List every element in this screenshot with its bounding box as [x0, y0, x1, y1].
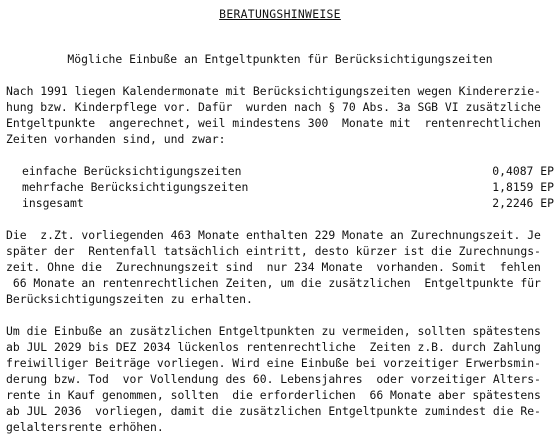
text-line: Berücksichtigungszeiten zu erhalten. — [6, 292, 253, 306]
item-label: mehrfache Berücksichtigungszeiten — [22, 180, 249, 194]
text-line: später der Rentenfall tatsächlich eintritt, desto kürzer ist die Zurechnungs- — [6, 244, 541, 258]
item-value: 2,2246 EP — [492, 196, 554, 210]
text-line: freiwilliger Beiträge vorliegen. Wird eine Einbuße bei vorzeitiger Erwerbsmin- — [6, 356, 541, 370]
text-line: hung bzw. Kinderpflege vor. Dafür wurden nach § 70 Abs. 3a SGB VI zusätzliche — [6, 100, 541, 114]
text-line: ab JUL 2029 bis DEZ 2034 lückenlos rentenrechtliche Zeiten z.B. durch Zahlung — [6, 340, 541, 354]
text-line: rente in Kauf genommen, sollten die erforderlichen 66 Monate aber spätestens — [6, 388, 541, 402]
text-line: Um die Einbuße an zusätzlichen Entgeltpunkten zu vermeiden, sollten spätestens — [6, 324, 541, 338]
item-label: einfache Berücksichtigungszeiten — [22, 164, 242, 178]
document-subtitle: Mögliche Einbuße an Entgeltpunkten für Berücksichtigungszeiten — [67, 52, 493, 66]
item-label: insgesamt — [22, 196, 84, 210]
text-line: derung bzw. Tod vor Vollendung des 60. Lebensjahres oder vorzeitiger Alters- — [6, 372, 541, 386]
text-line: Entgeltpunkte angerechnet, weil mindestens 300 Monate mit rentenrechtlichen — [6, 116, 541, 130]
text-line: Nach 1991 liegen Kalendermonate mit Berücksichtigungszeiten wegen Kindererzie- — [6, 84, 541, 98]
text-line: zeit. Ohne die Zurechnungszeit sind nur 234 Monate vorhanden. Somit fehlen — [6, 260, 541, 274]
text-line: Zeiten vorhanden sind, und zwar: — [6, 132, 226, 146]
item-value: 0,4087 EP — [492, 164, 554, 178]
text-line: gelaltersrente erhöhen. — [6, 420, 164, 434]
item-value: 1,8159 EP — [492, 180, 554, 194]
text-line: ab JUL 2036 vorliegen, damit die zusätzlichen Entgeltpunkte zumindest die Re- — [6, 404, 541, 418]
document-title: BERATUNGSHINWEISE — [219, 7, 341, 21]
text-line: 66 Monate an rentenrechtlichen Zeiten, um die zusätzlichen Entgeltpunkte für — [6, 276, 541, 290]
text-line: Die z.Zt. vorliegenden 463 Monate enthalten 229 Monate an Zurechnungszeit. Je — [6, 228, 541, 242]
